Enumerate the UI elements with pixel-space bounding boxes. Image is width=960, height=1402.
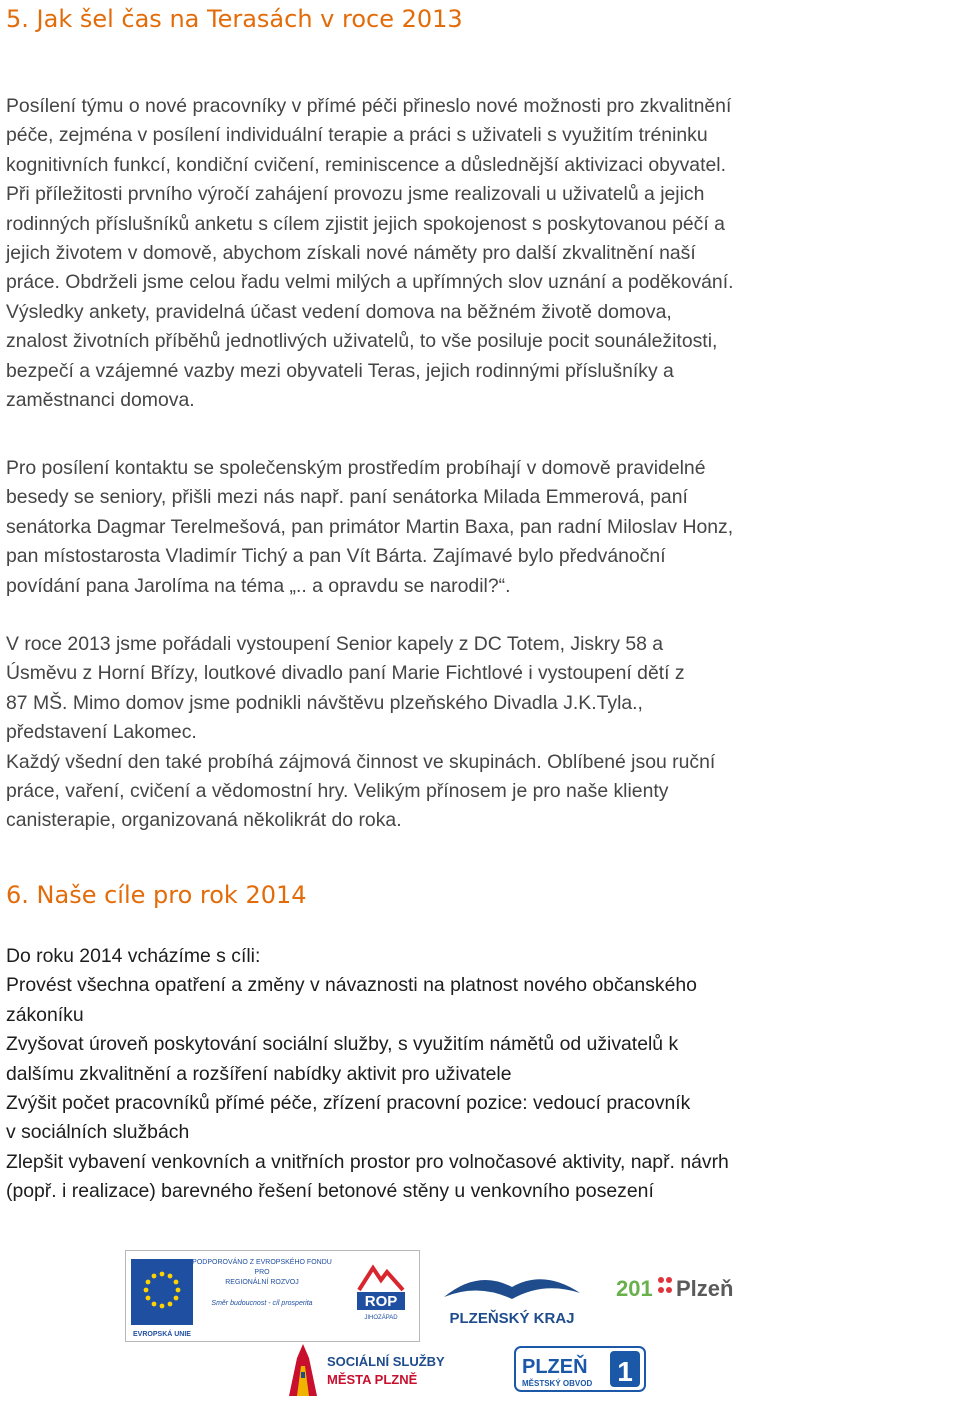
text-line: Posílení týmu o nové pracovníky v přímé péči přineslo nové možnosti pro zkvalitnění: [6, 95, 732, 117]
plzen-2015-prefix: 201: [616, 1276, 653, 1301]
text-line: péče, zejména v posílení individuální terapie a práci s uživateli s využitím tréninku: [6, 124, 708, 147]
text-line: bezpečí a vzájemné vazby mezi obyvateli Teras, jejich rodinnými příslušníky a: [6, 359, 674, 382]
eu-fund-text: REGIONÁLNÍ ROZVOJ: [225, 1279, 299, 1286]
text-line: Úsměvu z Horní Břízy, loutkové divadlo paní Marie Fichtlové i vystoupení dětí z: [6, 662, 685, 685]
eu-fund-motto: Směr budoucnost - cíl prosperita: [211, 1300, 313, 1307]
plzen-1-number: 1: [617, 1356, 633, 1387]
plzensky-kraj-text: PLZEŇSKÝ KRAJ: [449, 1310, 575, 1327]
text-line: Do roku 2014 vcházíme s cíli:: [6, 945, 261, 967]
text-line: práce. Obdrželi jsme celou řadu velmi milých a upřímných slov uznání a poděkování.: [6, 271, 734, 294]
socialni-sluzby-logo: [283, 1336, 473, 1400]
text-line: (popř. i realizace) barevného řešení betonové stěny u venkovního posezení: [6, 1180, 654, 1203]
text-line: pan místostarosta Vladimír Tichý a pan Vít Bárta. Zajímavé bylo předvánoční: [6, 545, 666, 568]
text-line: rodinných příslušníků anketu s cílem zjistit jejich spokojenost s poskytovanou péčí a: [6, 212, 725, 235]
text-line: V roce 2013 jsme pořádali vystoupení Senior kapely z DC Totem, Jiskry 58 a: [6, 633, 664, 655]
kraj-wave-icon: [444, 1279, 580, 1299]
text-line: povídání pana Jarolíma na téma „.. a opravdu se narodil?“.: [6, 574, 511, 597]
section-6-heading: 6. Naše cíle pro rok 2014: [6, 881, 307, 909]
plzen-2015-crosses-icon: [658, 1277, 672, 1293]
section-5-paragraph-1: [6, 92, 956, 415]
plzen-1-word: PLZEŇ: [522, 1356, 588, 1378]
socialni-sluzby-line1: SOCIÁLNÍ SLUŽBY: [327, 1354, 445, 1369]
text-line: Zvýšit počet pracovníků přímé péče, zřízení pracovní pozice: vedoucí pracovník: [6, 1092, 691, 1115]
text-line: Zvyšovat úroveň poskytování sociální služby, s využitím námětů od uživatelů k: [6, 1033, 679, 1056]
rop-subtext: JIHOZÁPAD: [364, 1315, 398, 1321]
plzen-1-logo: [514, 1346, 646, 1392]
eu-fund-text: PRO: [254, 1269, 270, 1276]
text-line: zaměstnanci domova.: [6, 389, 195, 412]
text-line: zákoníku: [6, 1003, 84, 1026]
section-6-goals: [6, 942, 956, 1207]
text-line: 87 MŠ. Mimo domov jsme podnikli návštěvu plzeňského Divadla J.K.Tyla.,: [6, 691, 643, 714]
socialni-sluzby-line2: MĚSTA PLZNĚ: [327, 1372, 418, 1387]
plzen-2015-logo: [616, 1268, 756, 1304]
text-line: práce, vaření, cvičení a vědomostní hry. Velikým přínosem je pro naše klienty: [6, 780, 669, 803]
socialni-sluzby-tower-icon: [289, 1344, 317, 1396]
text-line: jejich životem v domově, abychom získali nové náměty pro další zkvalitnění naší: [6, 242, 696, 265]
text-line: v sociálních službách: [6, 1121, 190, 1144]
text-line: besedy se seniory, přišli mezi nás např. paní senátorka Milada Emmerová, paní: [6, 486, 688, 509]
text-line: canisterapie, organizovaná několikrát do roka.: [6, 809, 402, 832]
text-line: znalost životních příběhů jednotlivých uživatelů, to vše posiluje pocit sounáležitosti,: [6, 330, 718, 353]
text-line: Pro posílení kontaktu se společenským prostředím probíhají v domově pravidelné: [6, 457, 706, 479]
text-line: Zlepšit vybavení venkovních a vnitřních prostor pro volnočasové aktivity, např. návrh: [6, 1150, 729, 1173]
plzensky-kraj-logo: [438, 1263, 588, 1331]
text-line: představení Lakomec.: [6, 721, 197, 744]
text-line: Každý všední den také probíhá zájmová činnost ve skupinách. Oblíbené jsou ruční: [6, 750, 716, 773]
section-5-paragraph-2: [6, 454, 956, 601]
eu-fund-logo: [125, 1250, 420, 1342]
section-5-paragraph-3: [6, 630, 956, 836]
text-line: Provést všechna opatření a změny v návaznosti na platnost nového občanského: [6, 974, 697, 997]
plzen-2015-suffix: Plzeň: [676, 1276, 734, 1301]
eu-fund-text: PODPOROVÁNO Z EVROPSKÉHO FONDU: [192, 1259, 332, 1266]
text-line: Při příležitosti prvního výročí zahájení provozu jsme realizovali u uživatelů a jejich: [6, 183, 705, 206]
text-line: kognitivních funkcí, kondiční cvičení, reminiscence a důslednější aktivizaci obyvatel.: [6, 153, 726, 176]
rop-text: ROP: [364, 1293, 398, 1310]
eu-flag-caption: EVROPSKÁ UNIE: [133, 1331, 191, 1338]
eu-flag-icon: [131, 1259, 193, 1325]
text-line: senátorka Dagmar Terelmešová, pan primátor Martin Baxa, pan radní Miloslav Honz,: [6, 515, 734, 538]
text-line: Výsledky ankety, pravidelná účast vedení domova na běžném životě domova,: [6, 300, 672, 323]
section-5-heading: 5. Jak šel čas na Terasách v roce 2013: [6, 5, 463, 33]
text-line: dalšímu zkvalitnění a rozšíření nabídky aktivit pro uživatele: [6, 1062, 512, 1085]
plzen-1-caption: MĚSTSKÝ OBVOD: [522, 1379, 593, 1388]
